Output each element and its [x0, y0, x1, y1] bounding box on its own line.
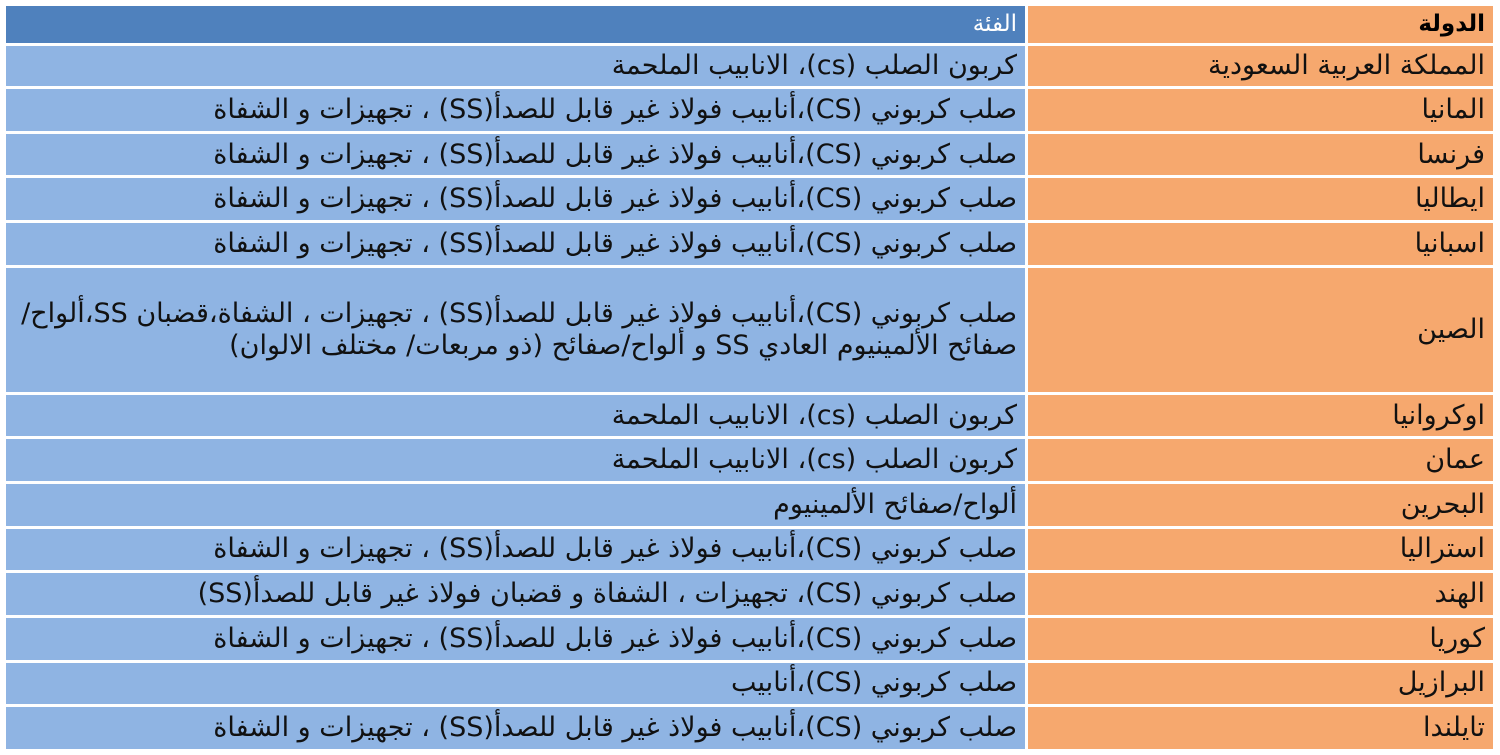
category-cell: صلب كربوني (CS)،أنابيب فولاذ غير قابل للصدأ(SS) ، تجهيزات و الشفاة [6, 707, 1025, 749]
category-cell: ألواح/صفائح الألمينيوم [6, 484, 1025, 526]
table-row [6, 395, 1493, 437]
country-cell: عمان [1028, 439, 1493, 481]
table-row [6, 618, 1493, 660]
category-cell: صلب كربوني (CS)،أنابيب فولاذ غير قابل للصدأ(SS) ، تجهيزات و الشفاة [6, 529, 1025, 571]
table-row [6, 439, 1493, 481]
category-cell: صلب كربوني (CS)،أنابيب فولاذ غير قابل للصدأ(SS) ، تجهيزات و الشفاة [6, 178, 1025, 220]
category-cell: كربون الصلب (cs)، الانابيب الملحمة [6, 439, 1025, 481]
table-row [6, 89, 1493, 131]
table-row [6, 707, 1493, 749]
category-cell: صلب كربوني (CS)،أنابيب فولاذ غير قابل للصدأ(SS) ، تجهيزات و الشفاة [6, 223, 1025, 265]
table-row [6, 46, 1493, 86]
category-cell: صلب كربوني (CS)،أنابيب فولاذ غير قابل للصدأ(SS) ، تجهيزات و الشفاة [6, 618, 1025, 660]
header-category: الفئة [6, 6, 1025, 43]
category-cell: صلب كربوني (CS)،أنابيب فولاذ غير قابل للصدأ(SS) ، تجهيزات ، الشفاة،قضبان SS،ألواح/صفائح الألمينيوم العادي SS و ألواح/صفائح (ذو مربعات/ مختلف الالوان) [6, 268, 1025, 392]
category-cell: صلب كربوني (CS)،أنابيب فولاذ غير قابل للصدأ(SS) ، تجهيزات و الشفاة [6, 89, 1025, 131]
country-cell: المملكة العربية السعودية [1028, 46, 1493, 86]
table-row [6, 134, 1493, 176]
header-country: الدولة [1028, 6, 1493, 43]
country-cell: كوريا [1028, 618, 1493, 660]
category-cell: كربون الصلب (cs)، الانابيب الملحمة [6, 395, 1025, 437]
table-row [6, 268, 1493, 392]
category-cell: صلب كربوني (CS)،أنابيب [6, 663, 1025, 705]
category-cell: كربون الصلب (cs)، الانابيب الملحمة [6, 46, 1025, 86]
table-row [6, 573, 1493, 615]
category-cell: صلب كربوني (CS)، تجهيزات ، الشفاة و قضبان فولاذ غير قابل للصدأ(SS) [6, 573, 1025, 615]
country-cell: اوكروانيا [1028, 395, 1493, 437]
table-row [6, 529, 1493, 571]
country-cell: اسبانيا [1028, 223, 1493, 265]
country-cell: استراليا [1028, 529, 1493, 571]
country-cell: الصين [1028, 268, 1493, 392]
country-cell: ايطاليا [1028, 178, 1493, 220]
country-cell: فرنسا [1028, 134, 1493, 176]
country-cell: البحرين [1028, 484, 1493, 526]
table-row [6, 178, 1493, 220]
table-row [6, 223, 1493, 265]
category-cell: صلب كربوني (CS)،أنابيب فولاذ غير قابل للصدأ(SS) ، تجهيزات و الشفاة [6, 134, 1025, 176]
country-cell: البرازيل [1028, 663, 1493, 705]
country-cell: الهند [1028, 573, 1493, 615]
table-header-row [6, 6, 1493, 43]
country-cell: المانيا [1028, 89, 1493, 131]
table-row [6, 663, 1493, 705]
country-cell: تايلندا [1028, 707, 1493, 749]
table-row [6, 484, 1493, 526]
country-category-table [3, 3, 1496, 752]
